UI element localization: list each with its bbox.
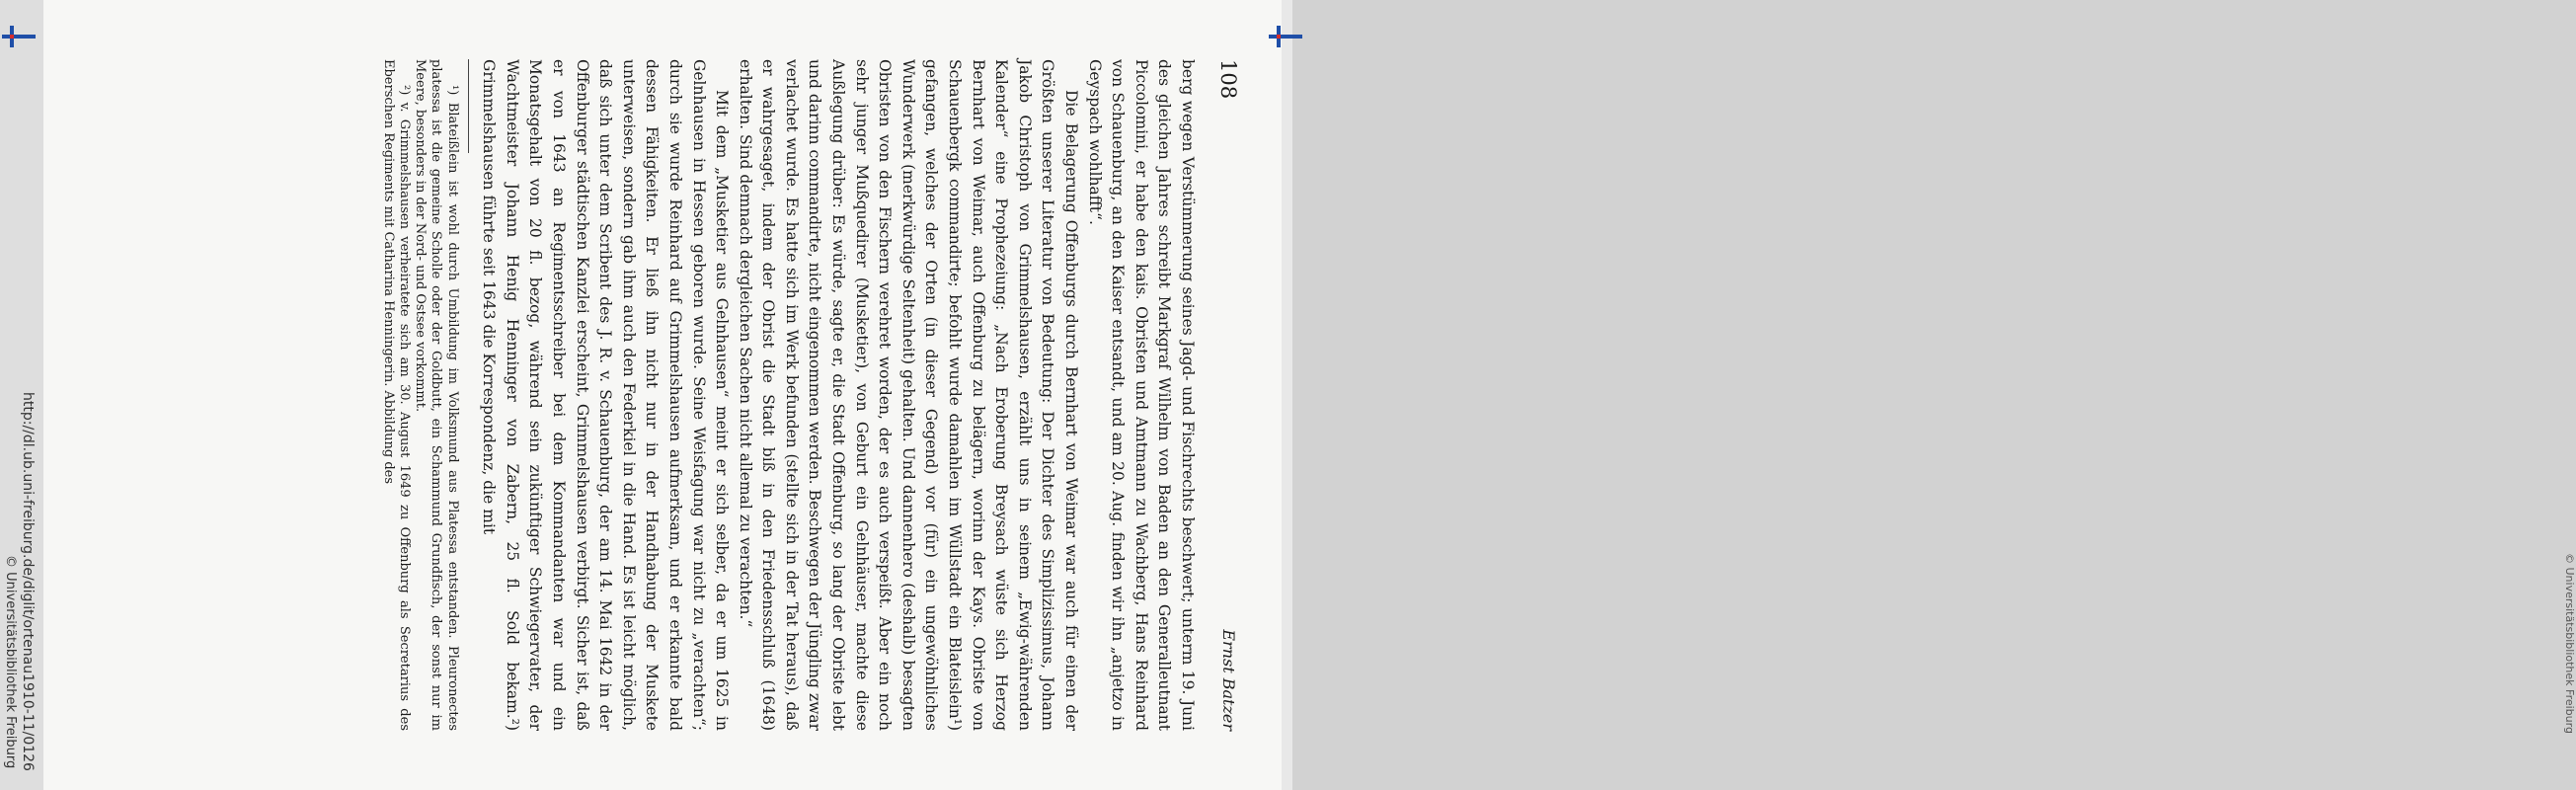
- footnote-rule: [468, 59, 469, 153]
- copyright-right: © Universitätsbibliothek Freiburg: [2563, 553, 2576, 734]
- scan-marker-icon: [1269, 26, 1302, 47]
- document-page: [43, 0, 1282, 790]
- paragraph: berg wegen Verstümmerung seines Jagd- und Fischrechts beschwert; unterm 19. Juni des gleichen Jahres schreibt Markgraf Wilhelm von Baden an den Generalleutnant Piccolomini, er habe den kais. Obristen und Amtmann zu Wachberg, Hans Reinhard von Schauenburg, an den Kaiser entsandt, und am 20. Aug. finden wir ihn „anjetzo in Geyspach wohlhafft“.: [1085, 59, 1197, 731]
- viewer-right-margin: [1282, 0, 2576, 790]
- footnote: ²) v. Grimmelshausen verheiratete sich am 30. August 1649 zu Offenburg als Secretarius des Eberschen Regiments mit Catharina Henningerin. Abbildung des: [380, 59, 412, 731]
- page-number: 108: [1216, 59, 1240, 100]
- rotated-text-block: [253, 59, 1240, 731]
- footnotes: [380, 59, 460, 731]
- paragraph: Die Belagerung Offenburgs durch Bernhart von Weimar war auch für einen der Größten unserer Literatur von Bedeutung: Der Dichter des Simplizissimus, Johann Jakob Christoph von Grimmelshausen, erzählt uns in seinem „Ewig-währenden Kalender“ eine Prophezeiung: „Nach Eroberung Breysach wüste sich Herzog Bernhart von Weimar, auch Offenburg zu belägern, worinn der Kays. Obriste von Schauenbergk commandirte; befohlt wurde damahlen im Wüllstadt ein Blateislein¹) gefangen, welches der Orten (in dieser Gegend) vor (für) ein ungewöhnliches Wunderwerk (merkwürdige Seltenheit) gehalten. Und dannenhero (deshalb) besagten Obristen von den Fischern verehret worden, der es auch verspeißt. Aber ein noch sehr junger Mußquedirer (Musketier), von Geburt ein Gelnhäuser, machte diese Außlegung drüber: Es würde, sagte er, die Stadt Offenburg, so lang der Obriste lebt und darinn commandirte, nicht eingenommen werden. Beschwegen der Jüngling zwar verlachet wurde. Es hatte sich im Werk befunden (stellte sich in der Tat heraus), daß er wahrgesaget, indem der Obrist die Stadt biß in den Friedensschluß (1648) erhalten. Sind demnach dergleichen Sachen nicht allemal zu verachten.“: [736, 59, 1081, 731]
- copyright-left: © Universitätsbibliothek Freiburg: [3, 555, 18, 769]
- running-head-author: Ernst Batzer: [1219, 629, 1238, 731]
- paragraph: Mit dem „Musketier aus Gelnhausen“ meint er sich selber, da er um 1625 in Gelnhausen in Hessen geboren wurde. Seine Weisfagung war nicht zu „verachten“; durch sie wurde Reinhard auf Grimmelshausen aufmerksam, und er erkannte bald dessen Fähigkeiten. Er ließ ihn nicht nur in der Handhabung der Muskete unterweisen, sondern gab ihm auch den Federkiel in die Hand. Es ist leicht möglich, daß sich unter dem Scribent des J. R. v. Schauenburg, der am 14. Mai 1642 in der Offenburger städtischen Kanzlei erscheint, Grimmelshausen verbirgt. Sicher ist, daß er von 1643 an Regimentsschreiber bei dem Kommandanten war und ein Monatsgehalt von 20 fl. bezog, während sein zukünftiger Schwiegervater, der Wachtmeister Johann Henig Henninger von Zabern, 25 fl. Sold bekam.²) Grimmelshausen führte seit 1643 die Korrespondenz, die mit: [480, 59, 732, 731]
- viewer-left-margin: [0, 0, 43, 790]
- footnote: ¹) Blateißlein ist wohl durch Umbildung im Volksmund aus Platessa entstanden. Pleuronectes platessa ist die gemeine Scholle oder der Goldbutt, ein Schammund Grundfisch, der sonst nur im Meere, besonders in der Nord- und Ostsee vorkommt.: [413, 59, 460, 731]
- source-url[interactable]: http://dl.ub.uni-freiburg.de/diglit/ortenau1910-11/0126: [20, 392, 36, 771]
- scan-marker-icon: [2, 26, 36, 47]
- running-header: [1199, 59, 1240, 731]
- body-text: [477, 59, 1199, 731]
